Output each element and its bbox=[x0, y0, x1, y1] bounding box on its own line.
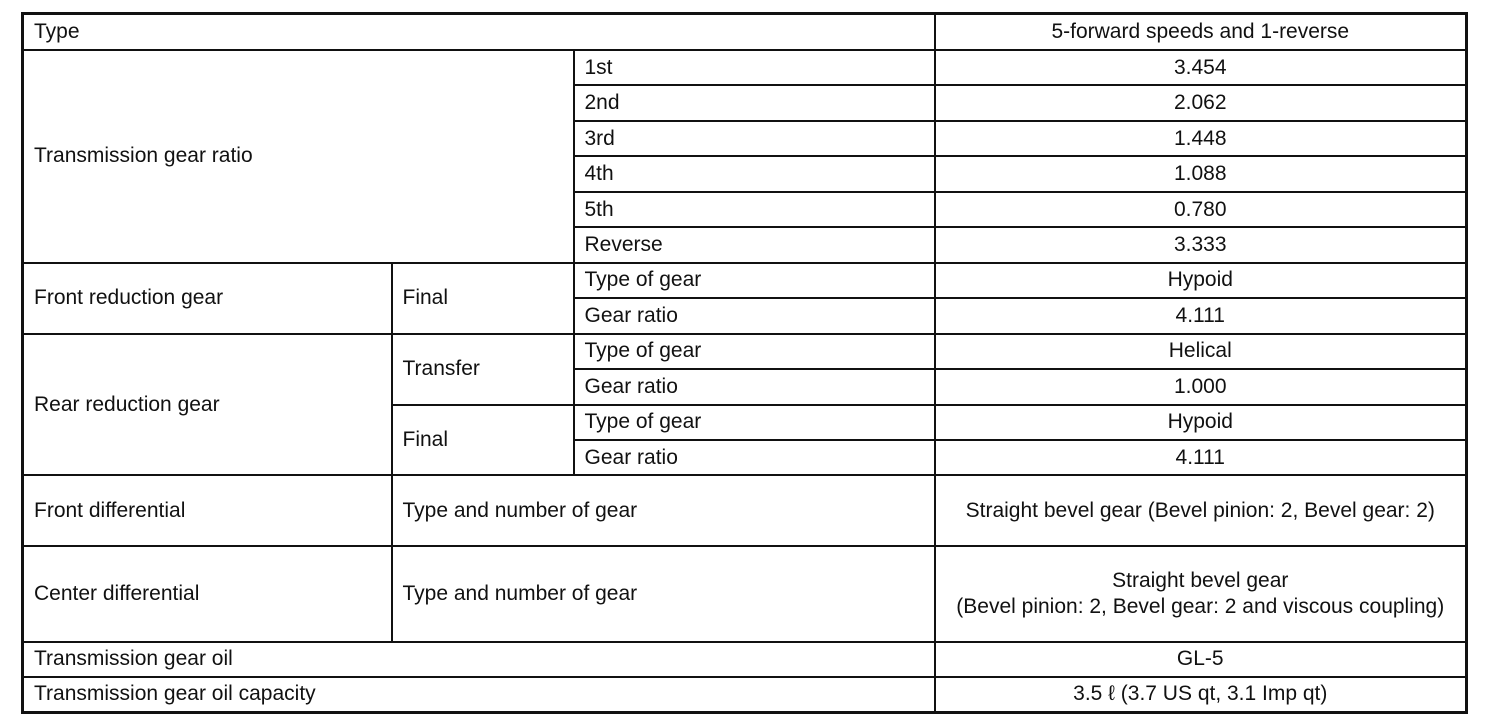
front-final-label: Final bbox=[392, 263, 574, 334]
table-row-type bbox=[23, 14, 1467, 50]
gear-ratio-value: 1.448 bbox=[935, 121, 1467, 156]
gear-ratio-value: 4.111 bbox=[935, 298, 1467, 333]
spec-sheet bbox=[21, 12, 1465, 714]
type-value: 5-forward speeds and 1-reverse bbox=[935, 14, 1467, 50]
front-differential-label: Front differential bbox=[23, 475, 392, 546]
type-of-gear-value: Helical bbox=[935, 334, 1467, 369]
gear-ratio-value: 2.062 bbox=[935, 85, 1467, 120]
transmission-spec-table bbox=[21, 12, 1468, 714]
gear-ratio-value: 0.780 bbox=[935, 192, 1467, 227]
gear-ratio-value: 1.000 bbox=[935, 369, 1467, 404]
center-differential-value-line1: Straight bevel gear bbox=[1112, 568, 1289, 592]
table-row-center-differential bbox=[23, 546, 1467, 641]
table-row-gear-oil bbox=[23, 642, 1467, 677]
front-reduction-gear-label: Front reduction gear bbox=[23, 263, 392, 334]
type-of-gear-value: Hypoid bbox=[935, 405, 1467, 440]
table-row-gear-1st bbox=[23, 50, 1467, 85]
gear-name: 3rd bbox=[574, 121, 935, 156]
center-differential-sub-label: Type and number of gear bbox=[392, 546, 935, 641]
table-row-rear-transfer-type bbox=[23, 334, 1467, 369]
gear-name: Reverse bbox=[574, 227, 935, 262]
type-label: Type bbox=[23, 14, 935, 50]
gear-name: 5th bbox=[574, 192, 935, 227]
rear-final-label: Final bbox=[392, 405, 574, 476]
table-row-front-reduction-type bbox=[23, 263, 1467, 298]
gear-ratio-label: Gear ratio bbox=[574, 440, 935, 475]
gear-name: 2nd bbox=[574, 85, 935, 120]
front-differential-value: Straight bevel gear (Bevel pinion: 2, Bevel gear: 2) bbox=[935, 475, 1467, 546]
type-of-gear-value: Hypoid bbox=[935, 263, 1467, 298]
transmission-gear-ratio-label: Transmission gear ratio bbox=[23, 50, 574, 263]
gear-ratio-label: Gear ratio bbox=[574, 298, 935, 333]
front-differential-sub-label: Type and number of gear bbox=[392, 475, 935, 546]
gear-ratio-value: 3.333 bbox=[935, 227, 1467, 262]
rear-transfer-label: Transfer bbox=[392, 334, 574, 405]
center-differential-value-line2: (Bevel pinion: 2, Bevel gear: 2 and viscous coupling) bbox=[956, 594, 1445, 618]
gear-name: 4th bbox=[574, 156, 935, 191]
gear-oil-capacity-label: Transmission gear oil capacity bbox=[23, 677, 935, 713]
gear-name: 1st bbox=[574, 50, 935, 85]
gear-ratio-value: 3.454 bbox=[935, 50, 1467, 85]
type-of-gear-label: Type of gear bbox=[574, 334, 935, 369]
type-of-gear-label: Type of gear bbox=[574, 405, 935, 440]
table-row-gear-oil-capacity bbox=[23, 677, 1467, 713]
gear-ratio-label: Gear ratio bbox=[574, 369, 935, 404]
type-of-gear-label: Type of gear bbox=[574, 263, 935, 298]
gear-oil-value: GL-5 bbox=[935, 642, 1467, 677]
center-differential-value bbox=[935, 546, 1467, 641]
gear-oil-label: Transmission gear oil bbox=[23, 642, 935, 677]
gear-oil-capacity-value: 3.5 ℓ (3.7 US qt, 3.1 Imp qt) bbox=[935, 677, 1467, 713]
gear-ratio-value: 1.088 bbox=[935, 156, 1467, 191]
rear-reduction-gear-label: Rear reduction gear bbox=[23, 334, 392, 476]
center-differential-label: Center differential bbox=[23, 546, 392, 641]
gear-ratio-value: 4.111 bbox=[935, 440, 1467, 475]
table-row-front-differential bbox=[23, 475, 1467, 546]
